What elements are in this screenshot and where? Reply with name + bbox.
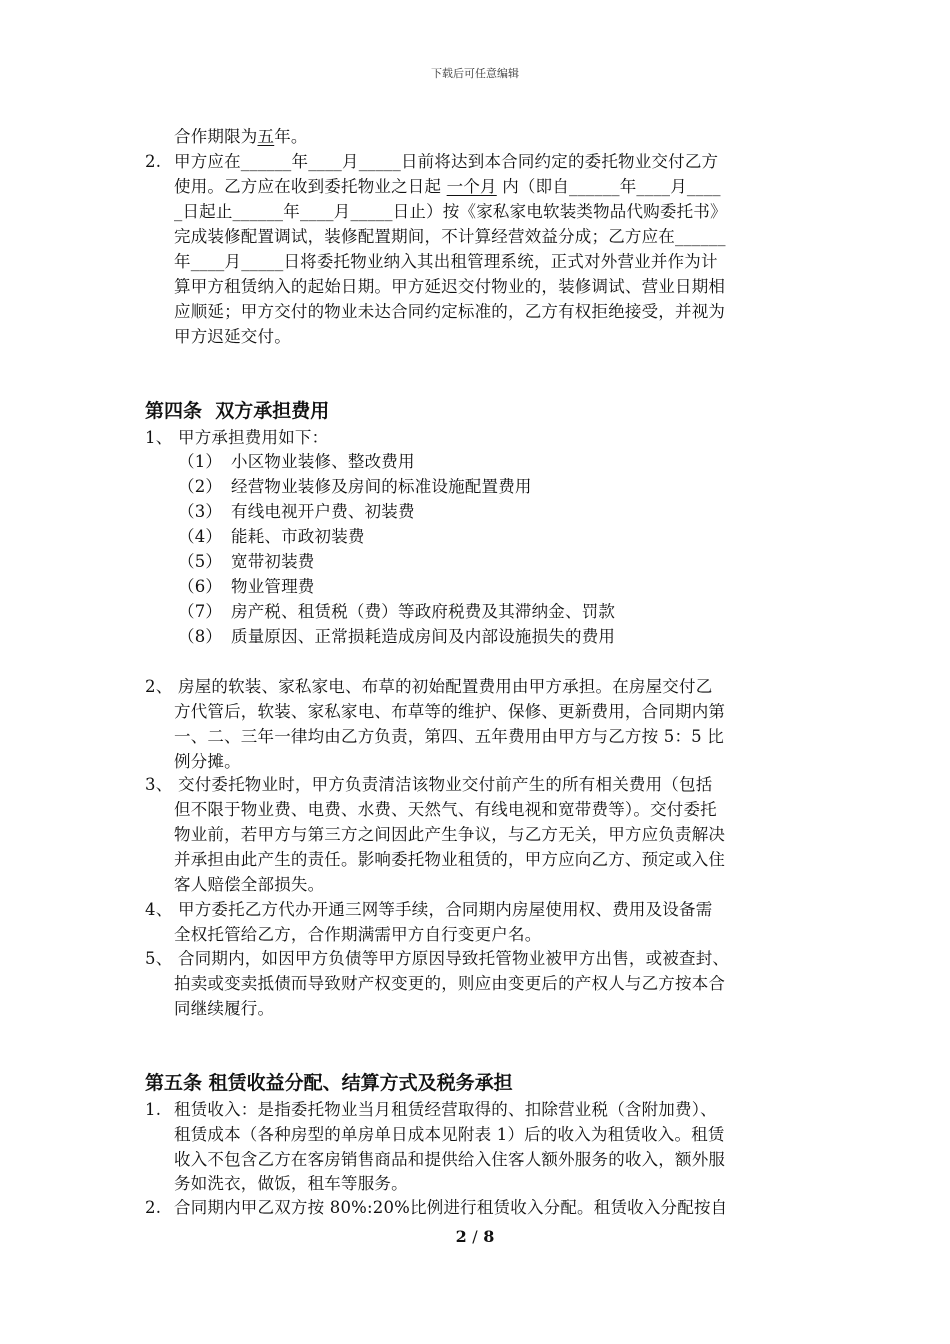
paragraph-line: 交付委托物业时，甲方负责清洁该物业交付前产生的所有相关费用（包括 (178, 775, 713, 794)
list-number: 4、 (145, 900, 173, 919)
paragraph-line: 甲方应在______年____月_____日前将达到本合同约定的委托物业交付乙方 (174, 152, 719, 171)
paragraph-line: 但不限于物业费、电费、水费、天然气、有线电视和宽带费等）。交付委托 (174, 800, 717, 819)
paragraph-line: 一、二、三年一律均由乙方负责，第四、五年费用由甲方与乙方按 5：5 比 (174, 727, 724, 746)
page-number (0, 1227, 950, 1246)
text-span: 使用。乙方应在收到委托物业之日起 (174, 177, 442, 196)
paragraph-line: 完成装修配置调试，装修配置期间，不计算经营效益分成；乙方应在______ (174, 227, 726, 246)
paragraph-line: 合同期内甲乙双方按 80%:20%比例进行租赁收入分配。租赁收入分配按自 (174, 1198, 728, 1217)
section-heading: 第五条 租赁收益分配、结算方式及税务承担 (145, 1072, 513, 1094)
paragraph-line: 甲方委托乙方代办开通三网等手续，合同期内房屋使用权、费用及设备需 (178, 900, 713, 919)
paragraph-line: 应顺延；甲方交付的物业未达合同约定标准的，乙方有权拒绝接受，并视为 (174, 302, 726, 321)
list-number: 1、 (145, 428, 173, 447)
list-number: 2、 (145, 677, 173, 696)
paragraph-line: 租赁收入：是指委托物业当月租赁经营取得的、扣除营业税（含附加费）、 (174, 1100, 717, 1119)
text-span: 年。 (274, 127, 308, 146)
current-page: 2 (455, 1227, 467, 1246)
sub-item-number: （7） (178, 602, 223, 621)
sub-item-text: 经营物业装修及房间的标准设施配置费用 (231, 477, 532, 496)
sub-item-text: 宽带初装费 (231, 552, 315, 571)
paragraph-line: 例分摊。 (174, 752, 241, 771)
paragraph-line: 客人赔偿全部损失。 (174, 875, 325, 894)
sub-item-text: 质量原因、正常损耗造成房间及内部设施损失的费用 (231, 627, 616, 646)
list-number: 5、 (145, 949, 173, 968)
sub-item-number: （3） (178, 502, 223, 521)
paragraph-line: 甲方迟延交付。 (174, 327, 291, 346)
sub-item-number: （4） (178, 527, 223, 546)
underlined-value: 一个月 (446, 177, 497, 196)
paragraph-line: 全权托管给乙方，合作期满需甲方自行变更户名。 (174, 925, 542, 944)
total-pages: 8 (483, 1227, 495, 1246)
section-heading: 第四条 双方承担费用 (145, 400, 330, 422)
list-number: 3、 (145, 775, 173, 794)
paragraph-line: 务如洗衣，做饭，租车等服务。 (174, 1174, 408, 1193)
sub-item-text: 能耗、市政初装费 (231, 527, 365, 546)
paragraph-line: 合同期内，如因甲方负债等甲方原因导致托管物业被甲方出售，或被查封、 (178, 949, 730, 968)
paragraph-line: 年____月_____日将委托物业纳入其出租管理系统，正式对外营业并作为计 (174, 252, 718, 271)
list-number: 1. (145, 1100, 162, 1119)
paragraph-line: 甲方承担费用如下： (178, 428, 329, 447)
paragraph-line: 房屋的软装、家私家电、布草的初始配置费用由甲方承担。在房屋交付乙 (178, 677, 713, 696)
paragraph-line: 同继续履行。 (174, 999, 275, 1018)
list-number: 2. (145, 1198, 162, 1217)
text-span: 内（即自______年____月____ (502, 177, 721, 196)
sub-item-number: （1） (178, 452, 223, 471)
paragraph-line: 收入不包含乙方在客房销售商品和提供给入住客人额外服务的收入，额外服 (174, 1150, 726, 1169)
page-header: 下载后可任意编辑 (431, 67, 519, 80)
paragraph-line (174, 124, 308, 149)
sub-item-number: （6） (178, 577, 223, 596)
paragraph-line: 拍卖或变卖抵债而导致财产权变更的，则应由变更后的产权人与乙方按本合 (174, 974, 726, 993)
sub-item-text: 小区物业装修、整改费用 (231, 452, 415, 471)
paragraph-line: 物业前，若甲方与第三方之间因此产生争议，与乙方无关，甲方应负责解决 (174, 825, 726, 844)
paragraph-line: 算甲方租赁纳入的起始日期。甲方延迟交付物业的，装修调试、营业日期相 (174, 277, 726, 296)
paragraph-line: 租赁成本（各种房型的单房单日成本见附表 1）后的收入为租赁收入。租赁 (174, 1125, 725, 1144)
paragraph-line: 并承担由此产生的责任。影响委托物业租赁的，甲方应向乙方、预定或入住 (174, 850, 726, 869)
page-separator: / (472, 1227, 478, 1246)
paragraph-line (174, 174, 721, 199)
underlined-value: 五 (257, 127, 275, 146)
paragraph-line: 方代管后，软装、家私家电、布草等的维护、保修、更新费用，合同期内第 (174, 702, 726, 721)
sub-item-number: （2） (178, 477, 223, 496)
sub-item-number: （5） (178, 552, 223, 571)
text-span: 合作期限为 (174, 127, 258, 146)
sub-item-number: （8） (178, 627, 223, 646)
sub-item-text: 物业管理费 (231, 577, 315, 596)
sub-item-text: 有线电视开户费、初装费 (231, 502, 415, 521)
list-number: 2. (145, 152, 162, 171)
paragraph-line: _日起止______年____月_____日止）按《家私家电软装类物品代购委托书》 (174, 202, 727, 221)
sub-item-text: 房产税、租赁税（费）等政府税费及其滞纳金、罚款 (231, 602, 616, 621)
